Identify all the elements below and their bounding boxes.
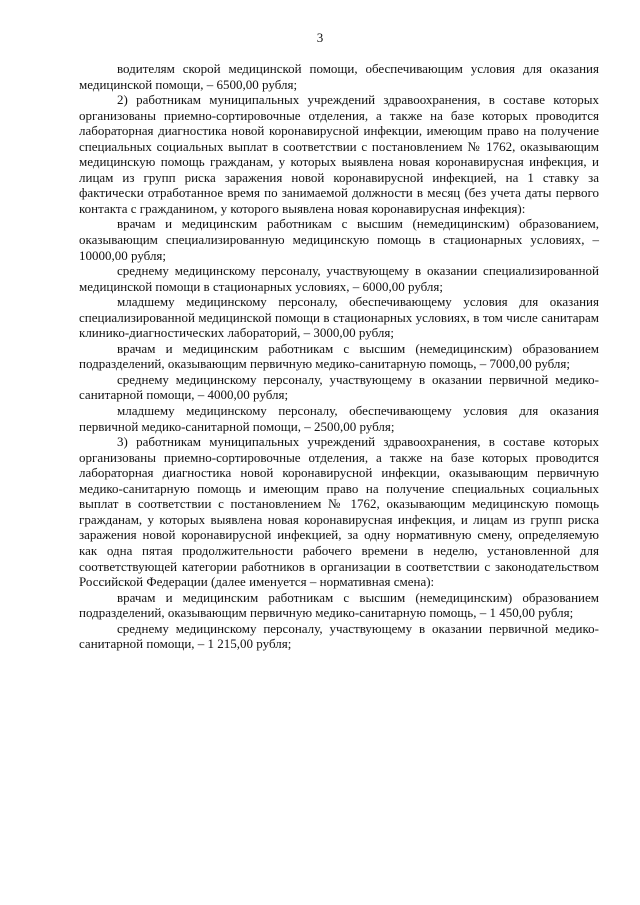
document-body: [79, 61, 599, 652]
paragraph-mid-staff-inpatient: среднему медицинскому персоналу, участвующему в оказании специализированной медицинской помощи в стационарных условиях, – 6000,00 рубля;: [79, 263, 599, 294]
paragraph-ambulance-drivers: водителям скорой медицинской помощи, обеспечивающим условия для оказания медицинской помощи, – 6500,00 рубля;: [79, 61, 599, 92]
page-number: 3: [316, 30, 324, 45]
paragraph-doctors-inpatient: врачам и медицинским работникам с высшим (немедицинским) образованием, оказывающим специализированную медицинскую помощь в стационарных условиях, – 10000,00 рубля;: [79, 216, 599, 263]
paragraph-junior-staff-primary: младшему медицинскому персоналу, обеспечивающему условия для оказания первичной медико-санитарной помощи, – 2500,00 рубля;: [79, 403, 599, 434]
paragraph-junior-staff-inpatient: младшему медицинскому персоналу, обеспечивающему условия для оказания специализированной медицинской помощи в стационарных условиях, в том числе санитарам клинико-диагностических лабораторий, – 3000,00 рубля;: [79, 294, 599, 341]
paragraph-mid-staff-primary: среднему медицинскому персоналу, участвующему в оказании первичной медико-санитарной помощи, – 4000,00 рубля;: [79, 371, 599, 403]
paragraph-item-3: 3) работникам муниципальных учреждений здравоохранения, в составе которых организованы приемно-сортировочные отделения, а также на базе которых проводится лабораторная диагностика новой коронавирусной инфекции, оказывающим первичную медико-санитарную помощь и имеющим право на получение специальных социальных выплат в соответствии с постановлением № 1762, оказывающим медицинскую помощь гражданам, у которых выявлена новая коронавирусная инфекция, и лицам из групп риска заражения новой коронавирусной инфекцией, за одну нормативную смену, определяемую как одна пятая продолжительности рабочего времени в неделю, установленной для соответствующей категории работников в организации в соответствии с законодательством Российской Федерации (далее именуется – нормативная смена):: [79, 434, 599, 590]
paragraph-doctors-primary: врачам и медицинским работникам с высшим (немедицинским) образованием подразделений, оказывающим первичную медико-санитарную помощь, – 7000,00 рубля;: [79, 340, 599, 372]
paragraph-item-2: 2) работникам муниципальных учреждений здравоохранения, в составе которых организованы приемно-сортировочные отделения, а также на базе которых проводится лабораторная диагностика новой коронавирусной инфекции, имеющим право на получение специальных социальных выплат в соответствии с постановлением № 1762, оказывающим медицинскую помощь гражданам, у которых выявлена новая коронавирусная инфекция, и лицам из групп риска заражения новой коронавирусной инфекцией, на 1 ставку за фактически отработанное время по занимаемой должности в месяц (без учета даты первого контакта с гражданином, у которого выявлена новая коронавирусная инфекция):: [79, 92, 599, 216]
paragraph-mid-staff-shift: среднему медицинскому персоналу, участвующему в оказании первичной медико-санитарной помощи, – 1 215,00 рубля;: [79, 620, 599, 652]
paragraph-doctors-shift: врачам и медицинским работникам с высшим (немедицинским) образованием подразделений, оказывающим первичную медико-санитарную помощь, – 1 450,00 рубля;: [79, 589, 599, 621]
